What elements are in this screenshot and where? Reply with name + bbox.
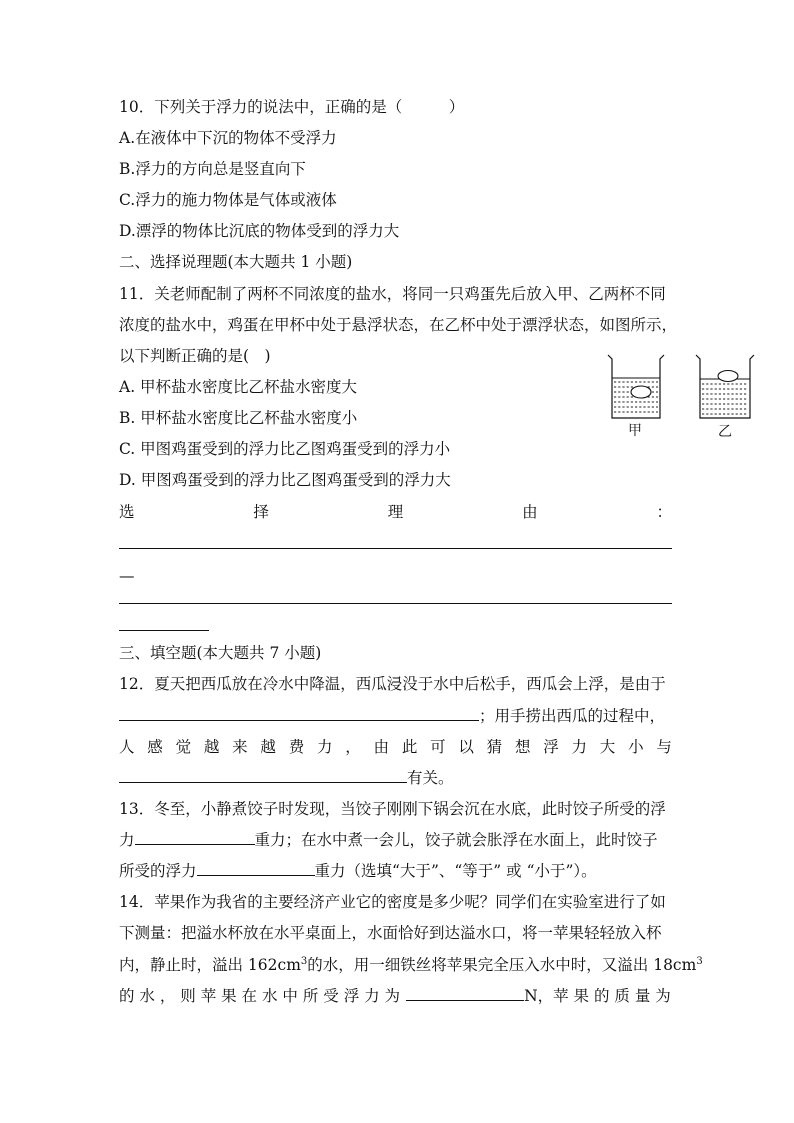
q12-char: 此 xyxy=(401,738,418,756)
q12-char: 大 xyxy=(599,738,616,756)
q12-char: 猜 xyxy=(486,738,503,756)
q13-line3-start: 所受的浮力 xyxy=(119,862,197,880)
q12-char: 感 xyxy=(147,738,163,756)
q12-char: 费 xyxy=(288,738,305,756)
section-2-heading: 二、选择说理题(本大题共 1 小题) xyxy=(119,253,353,271)
q12-char: 来 xyxy=(232,738,248,756)
q14-line4-start: 的 水 ， 则 苹 果 在 水 中 所 受 浮 力 为 xyxy=(119,987,401,1005)
q11-stem-line3: 以下判断正确的是( ) xyxy=(119,347,271,365)
q12-line2 xyxy=(119,706,665,726)
q12-char: 浮 xyxy=(543,738,559,756)
figure-label-yi: 乙 xyxy=(718,424,732,440)
q11-reason-label xyxy=(119,502,672,522)
q12-char: 觉 xyxy=(175,738,192,756)
q10-stem: 10．下列关于浮力的说法中，正确的是（ ） xyxy=(119,98,465,116)
q11-option-d: D. 甲图鸡蛋受到的浮力比乙图鸡蛋受到的浮力大 xyxy=(119,471,451,489)
reason-char-1: 选 xyxy=(119,503,135,521)
q12-line2-text: ；用手捞出西瓜的过程中， xyxy=(479,707,666,725)
q12-char: 越 xyxy=(260,738,276,756)
q14-line4-end: N，苹 果 的 质 量 为 xyxy=(524,987,671,1005)
q13-line3 xyxy=(119,861,597,881)
q13-line2-start: 力 xyxy=(119,831,135,849)
q13-line2 xyxy=(119,830,658,850)
q12-char: 越 xyxy=(203,738,220,756)
q12-char: ， xyxy=(345,738,361,756)
q12-char: 可 xyxy=(430,738,446,756)
q14-volume-2: 的水，用一细铁丝将苹果完全压入水中时，又溢出 18cm xyxy=(307,956,697,974)
q13-line2-end: 重力；在水中煮一会儿，饺子就会胀浮在水面上，此时饺子 xyxy=(254,831,658,849)
q11-reason-tail: — xyxy=(119,567,135,585)
q11-answer-rule-2[interactable] xyxy=(119,603,672,604)
q12-char: 想 xyxy=(514,738,531,756)
q12-blank-2[interactable] xyxy=(119,768,407,783)
q12-line4 xyxy=(119,768,454,788)
q12-char: 力 xyxy=(571,738,588,756)
q10-option-b: B.浮力的方向总是竖直向下 xyxy=(119,160,306,178)
q14-stem-line3 xyxy=(119,955,703,975)
q12-line4-text: 有关。 xyxy=(407,769,454,787)
q12-char: 以 xyxy=(458,738,474,756)
beaker-jia xyxy=(608,355,664,418)
superscript-3: 3 xyxy=(300,955,308,967)
q12-blank-1[interactable] xyxy=(119,706,479,721)
superscript-3: 3 xyxy=(696,955,703,967)
q13-blank-2[interactable] xyxy=(197,861,315,876)
q11-stem-line2: 浓度的盐水中，鸡蛋在甲杯中处于悬浮状态，在乙杯中处于漂浮状态，如图所示， xyxy=(119,316,678,334)
reason-char-5: ： xyxy=(656,503,672,521)
q12-char: 由 xyxy=(373,738,390,756)
reason-char-2: 择 xyxy=(253,503,269,521)
egg-floating xyxy=(718,371,738,382)
q12-stem-line1: 12．夏天把西瓜放在冷水中降温，西瓜浸没于水中后松手，西瓜会上浮，是由于 xyxy=(119,675,666,693)
q12-char: 力 xyxy=(316,738,333,756)
q11-answer-rule-1[interactable] xyxy=(119,548,672,549)
q14-blank-1[interactable] xyxy=(406,986,524,1001)
egg-suspended xyxy=(631,386,651,398)
section-3-heading: 三、填空题(本大题共 7 小题) xyxy=(119,644,322,662)
reason-char-4: 由 xyxy=(522,503,538,521)
q11-stem-line1: 11．关老师配制了两杯不同浓度的盐水，将同一只鸡蛋先后放入甲、乙两杯不同 xyxy=(119,285,666,303)
q14-stem-line2: 下测量：把溢水杯放在水平桌面上，水面恰好到达溢水口，将一苹果轻轻放入杯 xyxy=(119,924,662,942)
q14-stem-line1: 14．苹果作为我省的主要经济产业它的密度是多少呢？同学们在实验室进行了如 xyxy=(119,893,666,911)
q11-option-c: C. 甲图鸡蛋受到的浮力比乙图鸡蛋受到的浮力小 xyxy=(119,440,451,458)
beakers-figure xyxy=(598,352,768,447)
q12-line3 xyxy=(119,737,672,757)
q13-line3-end: 重力（选填“大于”、“等于” 或 “小于”）。 xyxy=(314,862,597,880)
q12-char: 小 xyxy=(628,738,644,756)
q13-blank-1[interactable] xyxy=(135,830,255,845)
q11-answer-rule-3[interactable] xyxy=(119,630,209,631)
q14-line4 xyxy=(119,986,671,1006)
q11-option-b: B. 甲杯盐水密度比乙杯盐水密度小 xyxy=(119,409,358,427)
q12-char: 人 xyxy=(119,738,135,756)
reason-char-3: 理 xyxy=(387,503,404,521)
q12-char: 与 xyxy=(656,738,672,756)
q14-volume-1: 内，静止时，溢出 162cm xyxy=(119,956,301,974)
q10-option-c: C.浮力的施力物体是气体或液体 xyxy=(119,191,337,209)
figure-label-jia: 甲 xyxy=(628,423,642,439)
q11-option-a: A. 甲杯盐水密度比乙杯盐水密度大 xyxy=(119,378,358,396)
q13-stem-line1: 13．冬至，小静煮饺子时发现，当饺子刚刚下锅会沉在水底，此时饺子所受的浮 xyxy=(119,800,666,818)
beaker-yi xyxy=(696,355,754,418)
q10-option-a: A.在液体中下沉的物体不受浮力 xyxy=(119,129,337,147)
q10-option-d: D.漂浮的物体比沉底的物体受到的浮力大 xyxy=(119,222,400,240)
